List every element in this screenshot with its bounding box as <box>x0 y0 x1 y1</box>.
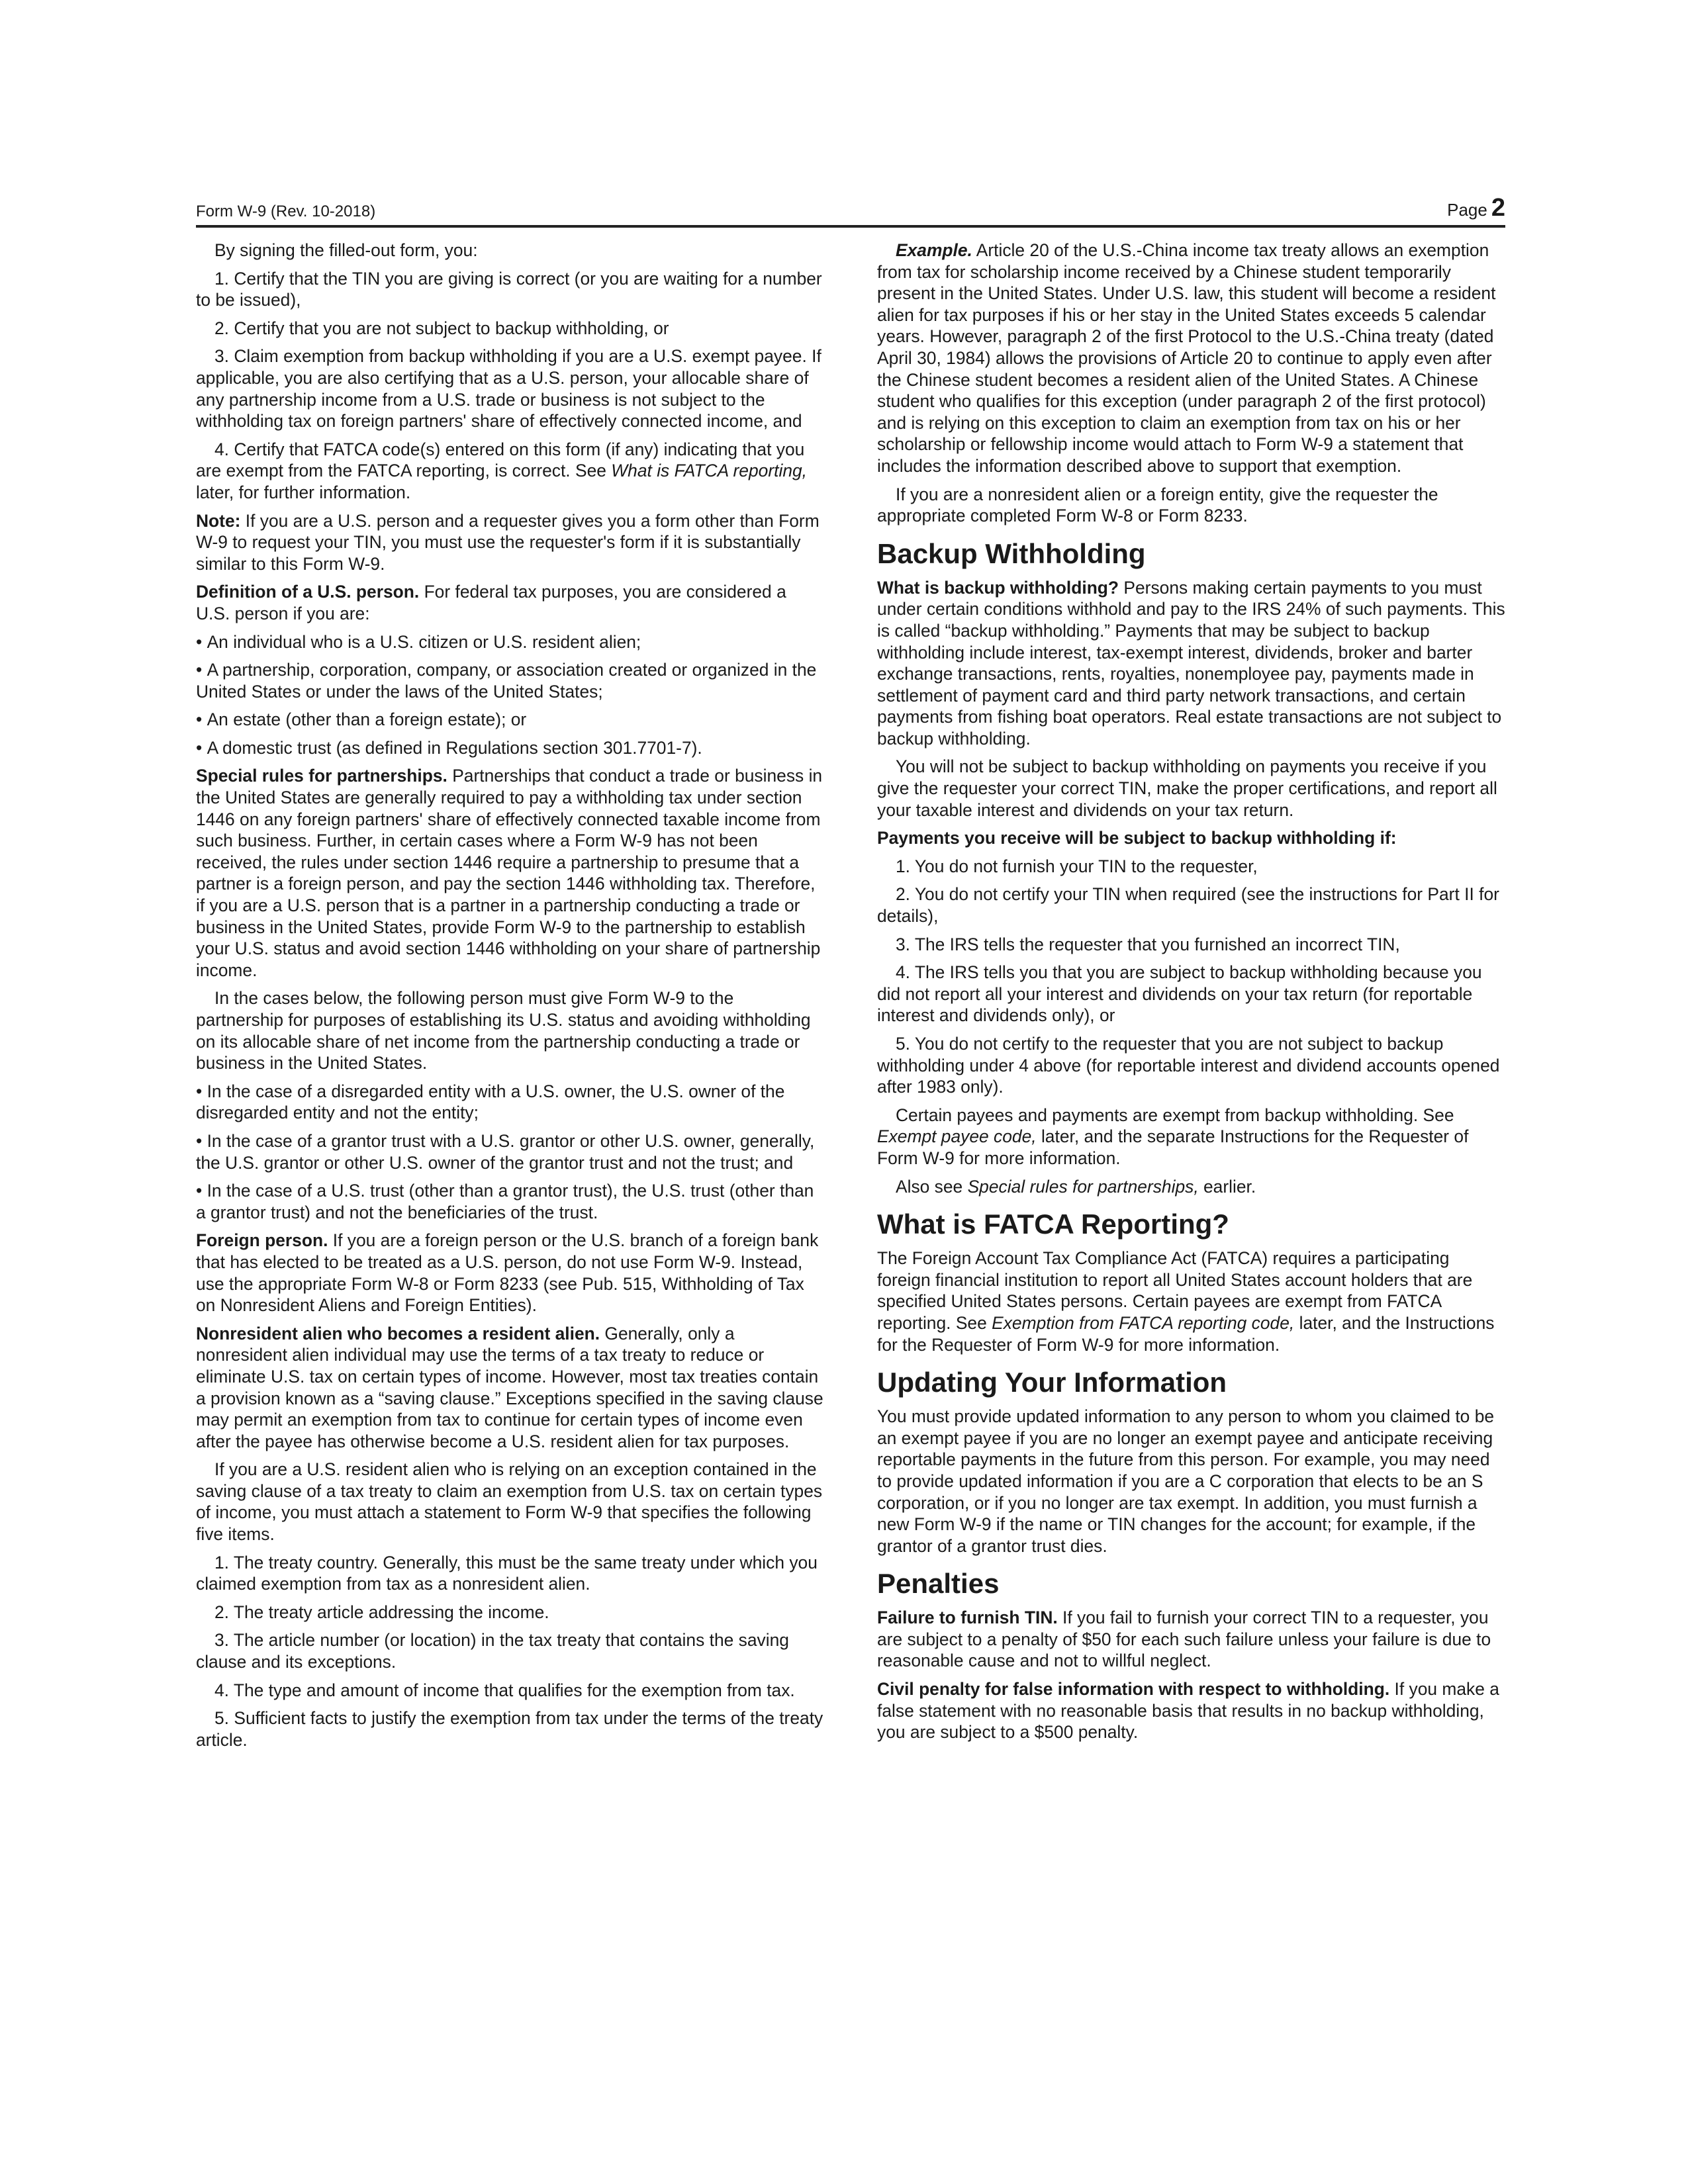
updating-heading: Updating Your Information <box>877 1367 1227 1398</box>
treaty-item: 4. The type and amount of income that qualifies for the exemption from tax. <box>214 1680 795 1700</box>
updating-paragraph: You must provide updated information to any person to whom you claimed to be an exempt payee if you are no longer an exempt payee and anticipate receiving reportable payments in the future from this person. For example, you may need to provide updated information if you are a C corporation that elects to be an S corporation, or if you no longer are tax exempt. In addition, you must furnish a new Form W-9 if the name or TIN changes for the account; for example, if the grantor of a grantor trust dies. <box>877 1406 1495 1556</box>
case-bullet: • In the case of a U.S. trust (other than a grantor trust), the U.S. trust (other than a grantor trust) and not the beneficiaries of the trust. <box>196 1180 825 1223</box>
foreign-person: Foreign person. If you are a foreign person or the U.S. branch of a foreign bank that has elected to be treated as a U.S. person, do not use Form W-9. Instead, use the appropriate Form W-8 or Form 8233 (see Pub. 515, Withholding of Tax on Nonresident Aliens and Foreign Entities). <box>196 1230 819 1316</box>
note-paragraph: Note: If you are a U.S. person and a requester gives you a form other than Form W-9 to request your TIN, you must use the requester's form if it is substantially similar to this Form W-9. <box>196 510 820 574</box>
payment-item: 5. You do not certify to the requester that you are not subject to backup withholding under 4 above (for reportable interest and dividend accounts opened after 1983 only). <box>877 1034 1500 1097</box>
case-bullet: • In the case of a disregarded entity with a U.S. owner, the U.S. owner of the disregarded entity and not the entity; <box>196 1081 825 1124</box>
us-person-bullet: • A domestic trust (as defined in Regulations section 301.7701-7). <box>196 737 825 759</box>
payment-item: 2. You do not certify your TIN when required (see the instructions for Part II for details), <box>877 884 1499 927</box>
treaty-item: 3. The article number (or location) in the tax treaty that contains the saving clause and its exceptions. <box>196 1630 789 1672</box>
payments-subject-lead: Payments you receive will be subject to backup withholding if: <box>877 828 1397 848</box>
us-person-definition: Definition of a U.S. person. For federal tax purposes, you are considered a U.S. person if you are: <box>196 582 786 623</box>
resident-alien-exception: If you are a U.S. resident alien who is relying on an exception contained in the saving clause of a tax treaty to claim an exemption from U.S. tax on certain types of income, you must attach a statement to Form W-9 that specifies the following five items. <box>196 1459 823 1545</box>
page-indicator <box>1447 194 1505 222</box>
case-bullet: • In the case of a grantor trust with a U.S. grantor or other U.S. owner, generally, the U.S. grantor or other U.S. owner of the grantor trust and not the trust; and <box>196 1130 825 1173</box>
treaty-item: 1. The treaty country. Generally, this must be the same treaty under which you claimed exemption from tax as a nonresident alien. <box>196 1552 818 1594</box>
treaty-item: 2. The treaty article addressing the income. <box>214 1602 549 1622</box>
certify-item-3: 3. Claim exemption from backup withholding if you are a U.S. exempt payee. If applicable, you are also certifying that as a U.S. person, your allocable share of any partnership income from a U.S. trade or business is not subject to the withholding tax on foreign partners' share of effectively connected income, and <box>196 346 821 432</box>
also-see-paragraph: Also see Special rules for partnerships, earlier. <box>896 1176 1256 1197</box>
payment-item: 1. You do not furnish your TIN to the requester, <box>896 856 1258 876</box>
left-column <box>196 240 825 1757</box>
example-paragraph: Example. Article 20 of the U.S.-China income tax treaty allows an exemption from tax for scholarship income received by a Chinese student temporarily present in the United States. Under U.S. law, this student will become a resident alien for tax purposes if his or her stay in the United States exceeds 5 calendar years. However, paragraph 2 of the first Protocol to the U.S.-China treaty (dated April 30, 1984) allows the provisions of Article 20 to continue to apply even after the Chinese student becomes a resident alien of the United States. A Chinese student who qualifies for this exception (under paragraph 2 of the first protocol) and is relying on this exception to claim an exemption from tax on his or her scholarship or fellowship income would attach to Form W-9 a statement that includes the information described above to support that exemption. <box>877 240 1496 476</box>
fatca-heading: What is FATCA Reporting? <box>877 1208 1229 1240</box>
certify-item-2: 2. Certify that you are not subject to backup withholding, or <box>214 318 669 338</box>
cases-intro: In the cases below, the following person must give Form W-9 to the partnership for purposes of establishing its U.S. status and avoiding withholding on its allocable share of net income from the partnership conducting a trade or business in the United States. <box>196 988 811 1073</box>
certify-item-4: 4. Certify that FATCA code(s) entered on this form (if any) indicating that you are exempt from the FATCA reporting, is correct. See What is FATCA reporting, later, for further information. <box>196 439 808 502</box>
penalties-heading: Penalties <box>877 1568 1000 1600</box>
backup-withholding-heading: Backup Withholding <box>877 537 1146 569</box>
certify-item-1: 1. Certify that the TIN you are giving is correct (or you are waiting for a number to be issued), <box>196 268 822 310</box>
exempt-payees-paragraph: Certain payees and payments are exempt from backup withholding. See Exempt payee code, later, and the separate Instructions for the Requester of Form W-9 for more information. <box>877 1105 1469 1168</box>
special-rules-partnerships: Special rules for partnerships. Partnerships that conduct a trade or business in the United States are generally required to pay a withholding tax under section 1446 on any foreign partners' share of effectively connected taxable income from such business. Further, in certain cases where a Form W-9 has not been received, the rules under section 1446 require a partnership to presume that a partner is a foreign person, and pay the section 1446 withholding tax. Therefore, if you are a U.S. person that is a partner in a partnership conducting a trade or business in the United States, provide Form W-9 to the partnership to establish your U.S. status and avoid section 1446 withholding on your share of partnership income. <box>196 766 823 980</box>
not-subject-paragraph: You will not be subject to backup withholding on payments you receive if you give the requester your correct TIN, make the proper certifications, and report all your taxable interest and dividends on your tax return. <box>877 756 1497 820</box>
right-column <box>877 240 1505 1750</box>
us-person-bullet: • A partnership, corporation, company, or association created or organized in the United States or under the laws of the United States; <box>196 659 825 702</box>
payment-item: 3. The IRS tells the requester that you furnished an incorrect TIN, <box>896 934 1400 954</box>
payment-item: 4. The IRS tells you that you are subject to backup withholding because you did not report all your interest and dividends on your tax return (for reportable interest and dividends only), or <box>877 962 1482 1026</box>
form-identifier: Form W-9 (Rev. 10-2018) <box>196 203 376 220</box>
nonresident-paragraph: If you are a nonresident alien or a foreign entity, give the requester the appropriate completed Form W-8 or Form 8233. <box>877 484 1438 526</box>
civil-penalty-paragraph: Civil penalty for false information with respect to withholding. If you make a false statement with no reasonable basis that results in no backup withholding, you are subject to a $500 penalty. <box>877 1679 1499 1743</box>
what-is-backup-withholding: What is backup withholding? Persons making certain payments to you must under certain conditions withhold and pay to the IRS 24% of such payments. This is called “backup withholding.” Payments that may be subject to backup withholding include interest, tax-exempt interest, dividends, broker and barter exchange transactions, rents, royalties, nonemployee pay, payments made in settlement of payment card and third party network transactions, and certain payments from fishing boat operators. Real estate transactions are not subject to backup withholding. <box>877 577 1505 749</box>
signing-intro: By signing the filled-out form, you: <box>214 240 478 260</box>
page-number: 2 <box>1491 194 1505 222</box>
us-person-bullet: • An individual who is a U.S. citizen or U.S. resident alien; <box>196 631 825 653</box>
fatca-paragraph: The Foreign Account Tax Compliance Act (FATCA) requires a participating foreign financial institution to report all United States account holders that are specified United States persons. Certain payees are exempt from FATCA reporting. See Exemption from FATCA reporting code, later, and the Instructions for the Requester of Form W-9 for more information. <box>877 1248 1495 1355</box>
page-header <box>196 196 1505 228</box>
us-person-bullet: • An estate (other than a foreign estate); or <box>196 709 825 731</box>
page-label: Page <box>1447 200 1487 220</box>
nonresident-alien-resident: Nonresident alien who becomes a resident alien. Generally, only a nonresident alien individual may use the terms of a tax treaty to reduce or eliminate U.S. tax on certain types of income. However, most tax treaties contain a provision known as a “saving clause.” Exceptions specified in the saving clause may permit an exemption from tax to continue for certain types of income even after the payee has otherwise become a U.S. resident alien for tax purposes. <box>196 1323 823 1451</box>
treaty-item: 5. Sufficient facts to justify the exemption from tax under the terms of the treaty article. <box>196 1708 823 1750</box>
failure-to-furnish-tin: Failure to furnish TIN. If you fail to furnish your correct TIN to a requester, you are subject to a penalty of $50 for each such failure unless your failure is due to reasonable cause and not to willful neglect. <box>877 1608 1491 1671</box>
